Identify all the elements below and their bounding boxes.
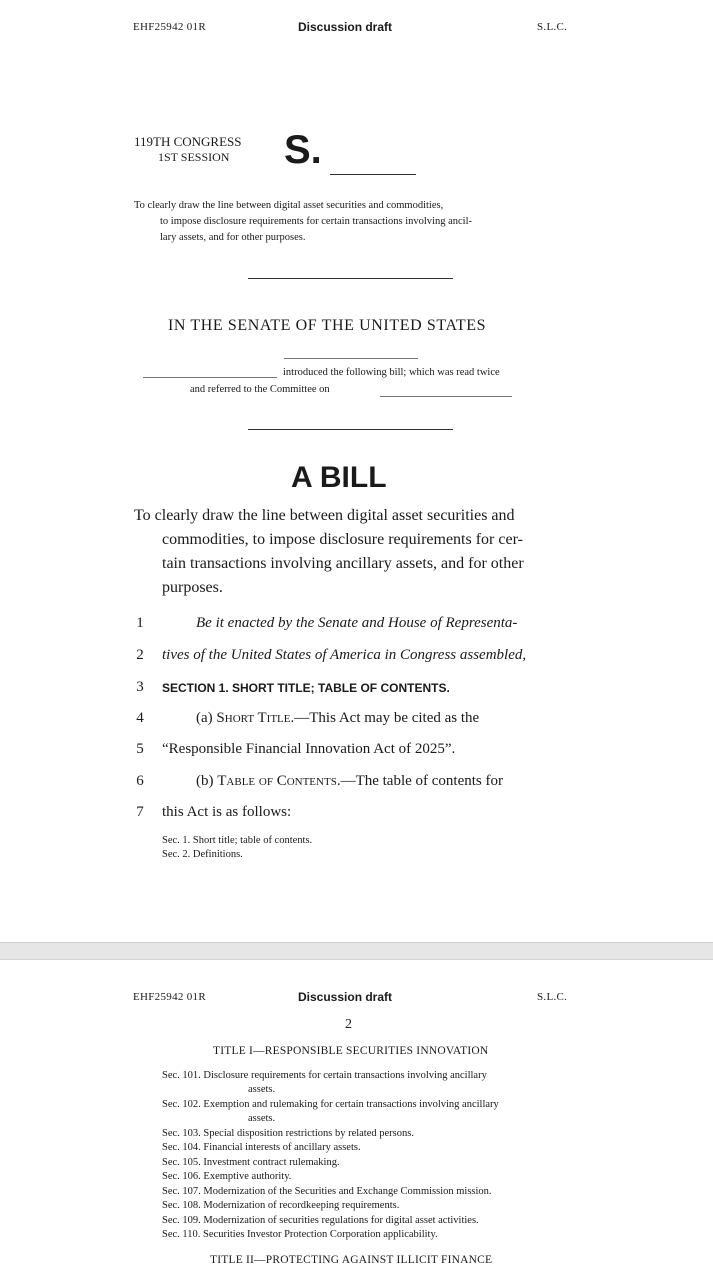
section-1-heading: SECTION 1. SHORT TITLE; TABLE OF CONTENTS. [162,681,450,695]
chamber-heading: IN THE SENATE OF THE UNITED STATES [168,317,487,334]
short-purpose-line-2: to impose disclosure requirements for certain transactions involving ancil- [160,216,472,227]
page-break [0,942,713,960]
toc-heading: Table of Contents [217,773,337,789]
short-title-heading: Short Title [216,710,291,726]
sponsor-blank [284,358,418,359]
page-number: 2 [345,1017,352,1032]
line-number: 6 [136,773,144,789]
enacting-clause-line-2: tives of the United States of America in Congress assembled, [162,647,527,663]
draft-label-header: Discussion draft [298,20,393,34]
toc-entry: Sec. 106. Exemptive authority. [162,1171,292,1182]
toc-entry: Sec. 102. Exemption and rulemaking for certain transactions involving ancillary [162,1099,499,1110]
toc-entry: Sec. 1. Short title; table of contents. [162,835,313,846]
divider-2 [248,429,453,430]
committee-blank [380,396,512,397]
line-number: 5 [136,741,144,757]
bill-number-blank [330,174,416,175]
toc-entry: Sec. 107. Modernization of the Securities and Exchange Commission mission. [162,1186,492,1197]
toc-entry: Sec. 108. Modernization of recordkeeping requirements. [162,1200,400,1211]
toc-entry: Sec. 2. Definitions. [162,849,243,860]
intro-line-1: introduced the following bill; which was read twice [283,367,500,378]
short-purpose-line-1: To clearly draw the line between digital asset securities and commodities, [134,200,444,211]
long-title-line-3: tain transactions involving ancillary assets, and for other [162,555,524,572]
line-number: 3 [136,679,144,695]
line-number: 4 [136,710,144,726]
line-number: 7 [136,804,144,820]
sponsor-blank-2 [143,377,277,378]
divider [248,278,453,279]
draft-label-header: Discussion draft [298,990,393,1004]
toc-subsection: (b) Table of Contents.—The table of contents for [196,773,504,789]
doc-id-header: EHF25942 01R [133,21,206,33]
bill-heading: A BILL [291,461,387,494]
slc-header: S.L.C. [537,991,568,1003]
doc-id-header: EHF25942 01R [133,991,206,1003]
toc-entry: Sec. 103. Special disposition restrictions by related persons. [162,1128,414,1139]
slc-header: S.L.C. [537,21,568,33]
toc-entry: Sec. 104. Financial interests of ancillary assets. [162,1142,361,1153]
long-title-line-1: To clearly draw the line between digital asset securities and [134,507,515,524]
toc-intro: this Act is as follows: [162,804,292,820]
bill-prefix: S. [284,128,322,172]
long-title-line-2: commodities, to impose disclosure requirements for cer- [162,531,523,548]
short-purpose-line-3: lary assets, and for other purposes. [160,232,306,243]
long-title-line-4: purposes. [162,579,223,596]
toc-entry-cont: assets. [248,1113,276,1124]
toc-entry-cont: assets. [248,1084,276,1095]
title-2-heading: TITLE II—PROTECTING AGAINST ILLICIT FINANCE [210,1254,493,1266]
short-title-subsection: (a) Short Title.—This Act may be cited as the [196,710,480,726]
congress-number: 119TH CONGRESS [134,134,242,149]
title-1-heading: TITLE I—RESPONSIBLE SECURITIES INNOVATION [213,1045,489,1057]
session-label: 1ST SESSION [158,150,230,164]
line-number: 2 [136,647,144,663]
act-name: “Responsible Financial Innovation Act of 2025”. [162,741,456,757]
line-number: 1 [136,615,144,631]
toc-entry: Sec. 101. Disclosure requirements for certain transactions involving ancillary [162,1070,487,1081]
toc-entry: Sec. 105. Investment contract rulemaking. [162,1157,340,1168]
toc-entry: Sec. 109. Modernization of securities regulations for digital asset activities. [162,1215,479,1226]
enacting-clause-line-1: Be it enacted by the Senate and House of Representa- [196,615,518,631]
toc-entry: Sec. 110. Securities Investor Protection Corporation applicability. [162,1229,438,1240]
intro-line-2: and referred to the Committee on [190,384,330,395]
